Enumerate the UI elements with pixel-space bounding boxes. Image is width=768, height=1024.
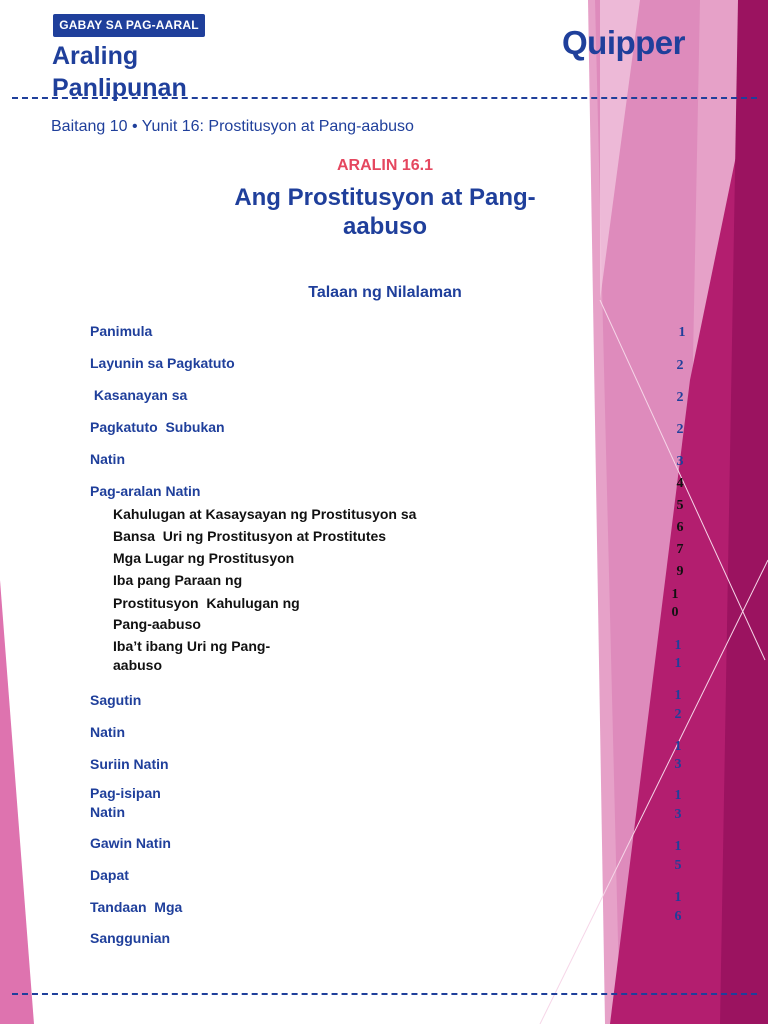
page-number: 2 <box>676 358 684 373</box>
page-number: 4 <box>676 476 684 491</box>
page-number: 5 <box>674 858 682 873</box>
toc-subitem[interactable]: Mga Lugar ng Prostitusyon <box>113 550 295 566</box>
page-number: 3 <box>674 807 682 822</box>
page-number: 5 <box>676 498 684 513</box>
toc-subitem[interactable]: aabuso <box>113 657 163 673</box>
page-number: 1 <box>674 656 682 671</box>
subject-line-1: Araling <box>52 42 139 70</box>
quipper-logo: Quipper <box>562 24 686 61</box>
toc-item[interactable]: Dapat <box>90 867 129 883</box>
toc-item[interactable]: Pag-aralan Natin <box>90 483 201 499</box>
page-number: 1 <box>674 638 682 653</box>
subject-line-2: Panlipunan <box>52 74 187 102</box>
page-number: 6 <box>676 520 684 535</box>
toc-item[interactable]: Pagkatuto Subukan <box>90 419 225 435</box>
toc-subitem[interactable]: Iba’t ibang Uri ng Pang- <box>113 638 271 654</box>
toc-subitem[interactable]: Bansa Uri ng Prostitusyon at Prostitutes <box>113 528 387 544</box>
toc-item[interactable]: Tandaan Mga <box>90 899 183 915</box>
page-number: 3 <box>674 757 682 772</box>
toc-item[interactable]: Gawin Natin <box>90 835 171 851</box>
page-number: 1 <box>674 890 682 905</box>
toc-item[interactable]: Pag-isipan <box>90 785 161 801</box>
lesson-label: ARALIN 16.1 <box>336 157 434 174</box>
page-number: 1 <box>674 839 682 854</box>
study-guide-badge: GABAY SA PAG-AARAL <box>53 14 205 37</box>
toc-item[interactable]: Natin <box>90 804 125 820</box>
page-number: 0 <box>671 605 679 620</box>
page-number: 1 <box>671 587 679 602</box>
lesson-title-line-2: aabuso <box>342 213 428 240</box>
toc-item[interactable]: Natin <box>90 451 125 467</box>
header-divider <box>12 97 757 99</box>
page-number: 9 <box>676 564 684 579</box>
page-number: 2 <box>676 390 684 405</box>
toc-subitem[interactable]: Prostitusyon Kahulugan ng <box>113 595 300 611</box>
page-number: 2 <box>674 707 682 722</box>
toc-item[interactable]: Kasanayan sa <box>90 387 188 403</box>
toc-item[interactable]: Layunin sa Pagkatuto <box>90 355 235 371</box>
left-pink-strip <box>0 580 34 1024</box>
toc-subitem[interactable]: Kahulugan at Kasaysayan ng Prostitusyon sa <box>113 506 417 522</box>
toc-title: Talaan ng Nilalaman <box>308 284 462 301</box>
footer-divider <box>12 993 757 995</box>
toc-item[interactable]: Suriin Natin <box>90 756 169 772</box>
lesson-title <box>190 183 580 241</box>
toc-item[interactable]: Natin <box>90 724 125 740</box>
lesson-title-line-1: Ang Prostitusyon at Pang- <box>234 184 536 211</box>
toc-item[interactable]: Panimula <box>90 323 153 339</box>
page-number: 6 <box>674 909 682 924</box>
page-number: 1 <box>678 325 686 340</box>
page-number: 2 <box>676 422 684 437</box>
page-number: 3 <box>676 454 684 469</box>
unit-line: Baitang 10 • Yunit 16: Prostitusyon at Pang-aabuso <box>51 118 414 135</box>
page-number: 1 <box>674 739 682 754</box>
page-number: 7 <box>676 542 684 557</box>
toc-subitem[interactable]: Pang-aabuso <box>113 616 201 632</box>
page-number: 1 <box>674 788 682 803</box>
toc-item[interactable]: Sanggunian <box>90 930 171 946</box>
toc-item[interactable]: Sagutin <box>90 692 142 708</box>
page-number: 1 <box>674 688 682 703</box>
subject-title <box>52 40 187 104</box>
toc-subitem[interactable]: Iba pang Paraan ng <box>113 572 243 588</box>
